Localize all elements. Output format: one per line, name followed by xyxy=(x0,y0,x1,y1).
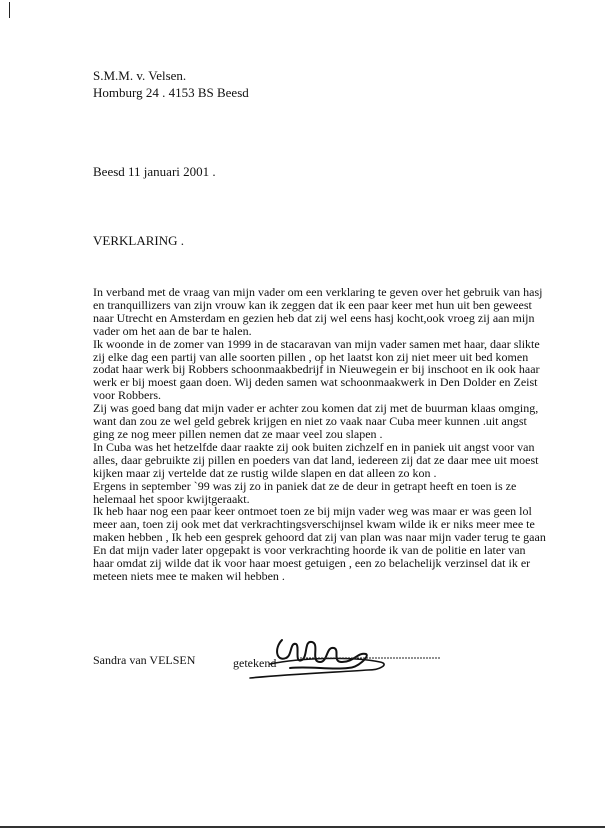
signed-label: getekend xyxy=(233,656,277,670)
body-line: helemaal het spoor kwijtgeraakt. xyxy=(93,491,250,506)
body-line: haar omdat zij wilde dat ik voor haar moest getuigen , een zo belachelijk verzinsel dat ik er xyxy=(93,556,531,571)
body-line: Ik woonde in de zomer van 1999 in de stacaravan van mijn vader samen met haar, daar slikte xyxy=(93,336,540,351)
document-title: VERKLARING . xyxy=(93,233,184,248)
sender-name: S.M.M. v. Velsen. xyxy=(93,68,187,83)
sender-address: Homburg 24 . 4153 BS Beesd xyxy=(93,85,249,100)
body-line: want dan zou ze wel geld gebrek krijgen en niet zo vaak naar Cuba meer kunnen .uit angst xyxy=(93,414,527,429)
body-line: alles, daar gebruikte zij pillen en poeders van dat land, iedereen zij dat ze daar mee uit moest xyxy=(93,452,539,467)
body-line: Zij was goed bang dat mijn vader er achter zou komen dat zij met de buurman klaas omging, xyxy=(93,401,539,416)
body-line: Ergens in september `99 was zij zo in paniek dat ze de deur in getrapt heeft en toen is ze xyxy=(93,478,517,493)
scan-artifact-mark xyxy=(9,2,10,18)
body-line: naar Utrecht en Amsterdam en gezien heb dat zij wel eens hasj kocht,ook vroeg zij aan mijn xyxy=(93,310,535,325)
body-line: maken hebben , Ik heb een gesprek gehoord dat zij van plan was naar mijn vader terug te gaan xyxy=(93,530,546,545)
body-line: meteen niets mee te maken wil hebben . xyxy=(93,568,285,583)
body-line: In verband met de vraag van mijn vader om een verklaring te geven over het gebruik van hasj xyxy=(93,285,543,299)
body-line: kijken maar zij vertelde dat ze rustig wilde slapen en dat alleen zo kon . xyxy=(93,465,437,480)
body-line: vader om het aan de bar te halen. xyxy=(93,323,252,338)
scan-edge-line xyxy=(0,826,605,828)
body-line: werk er bij moest gaan doen. Wij deden samen wat schoonmaakwerk in Den Dolder en Zeist xyxy=(93,375,538,390)
letter-date: Beesd 11 januari 2001 . xyxy=(93,164,216,179)
body-line: meer aan, toen zij ook met dat verkrachtingsverschijnsel kwam wilde ik er niks meer mee te xyxy=(93,517,535,532)
body-line: zodat haar werk bij Robbers schoonmaakbedrijf in Nieuwegein er bij inschoot en ik ook haar xyxy=(93,362,540,377)
body-line: En dat mijn vader later opgepakt is voor verkrachting hoorde ik van de politie en later van xyxy=(93,543,526,558)
handwritten-signature xyxy=(230,628,460,688)
body-line: ging ze nog meer pillen nemen dat ze maar veel zou slapen . xyxy=(93,426,383,441)
sender-block xyxy=(93,67,249,101)
body-line: voor Robbers. xyxy=(93,388,161,403)
body-line: In Cuba was het hetzelfde daar raakte zij ook buiten zichzelf en in paniek uit angst voor van xyxy=(93,439,535,454)
body-line: en tranquillizers van zijn vrouw kan ik zeggen dat ik een paar keer met hun uit ben geweest xyxy=(93,297,532,312)
body-line: zij elke dag een partij van alle soorten pillen , op het laatst kon zij niet meer uit bed komen xyxy=(93,349,529,364)
statement-body xyxy=(93,286,563,583)
body-line: Ik heb haar nog een paar keer ontmoet toen ze bij mijn vader weg was maar er was geen lol xyxy=(93,504,532,519)
signatory-name: Sandra van VELSEN xyxy=(93,653,196,667)
